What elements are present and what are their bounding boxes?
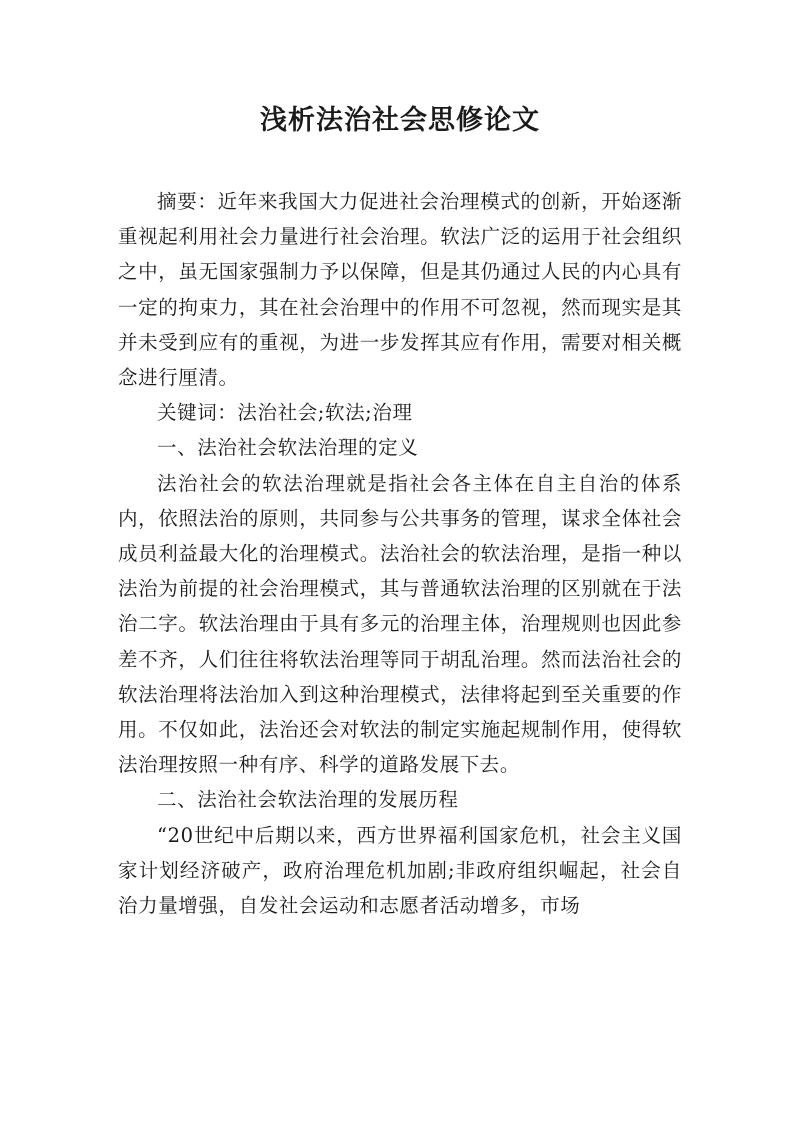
document-body (118, 184, 682, 923)
section-2-heading: 二、法治社会软法治理的发展历程 (157, 788, 459, 812)
abstract-paragraph: 摘要：近年来我国大力促进社会治理模式的创新，开始逐渐重视起利用社会力量进行社会治理。软法广泛的运用于社会组织之中，虽无国家强制力予以保障，但是其仍通过人民的内心具有一定的拘束力，其在社会治理中的作用不可忽视，然而现实是其并未受到应有的重视，为进一步发挥其应有作用，需要对相关概念进行厘清。 (118, 190, 682, 390)
document-title: 浅析法治社会思修论文 (260, 105, 540, 136)
section-1-paragraph: 法治社会的软法治理就是指社会各主体在自主自治的体系内，依照法治的原则，共同参与公共事务的管理，谋求全体社会成员利益最大化的治理模式。法治社会的软法治理，是指一种以法治为前提的社会治理模式，其与普通软法治理的区别就在于法治二字。软法治理由于具有多元的治理主体，治理规则也因此参差不齐，人们往往将软法治理等同于胡乱治理。然而法治社会的软法治理将法治加入到这种治理模式，法律将起到至关重要的作用。不仅如此，法治还会对软法的制定实施起规制作用，使得软法治理按照一种有序、科学的道路发展下去。 (118, 471, 682, 777)
section-1-heading: 一、法治社会软法治理的定义 (157, 436, 419, 460)
keywords-line: 关键词：法治社会;软法;治理 (157, 401, 413, 425)
section-2-paragraph: “20世纪中后期以来，西方世界福利国家危机，社会主义国家计划经济破产，政府治理危机加剧;非政府组织崛起，社会自治力量增强，自发社会运动和志愿者活动增多，市场 (118, 823, 682, 918)
